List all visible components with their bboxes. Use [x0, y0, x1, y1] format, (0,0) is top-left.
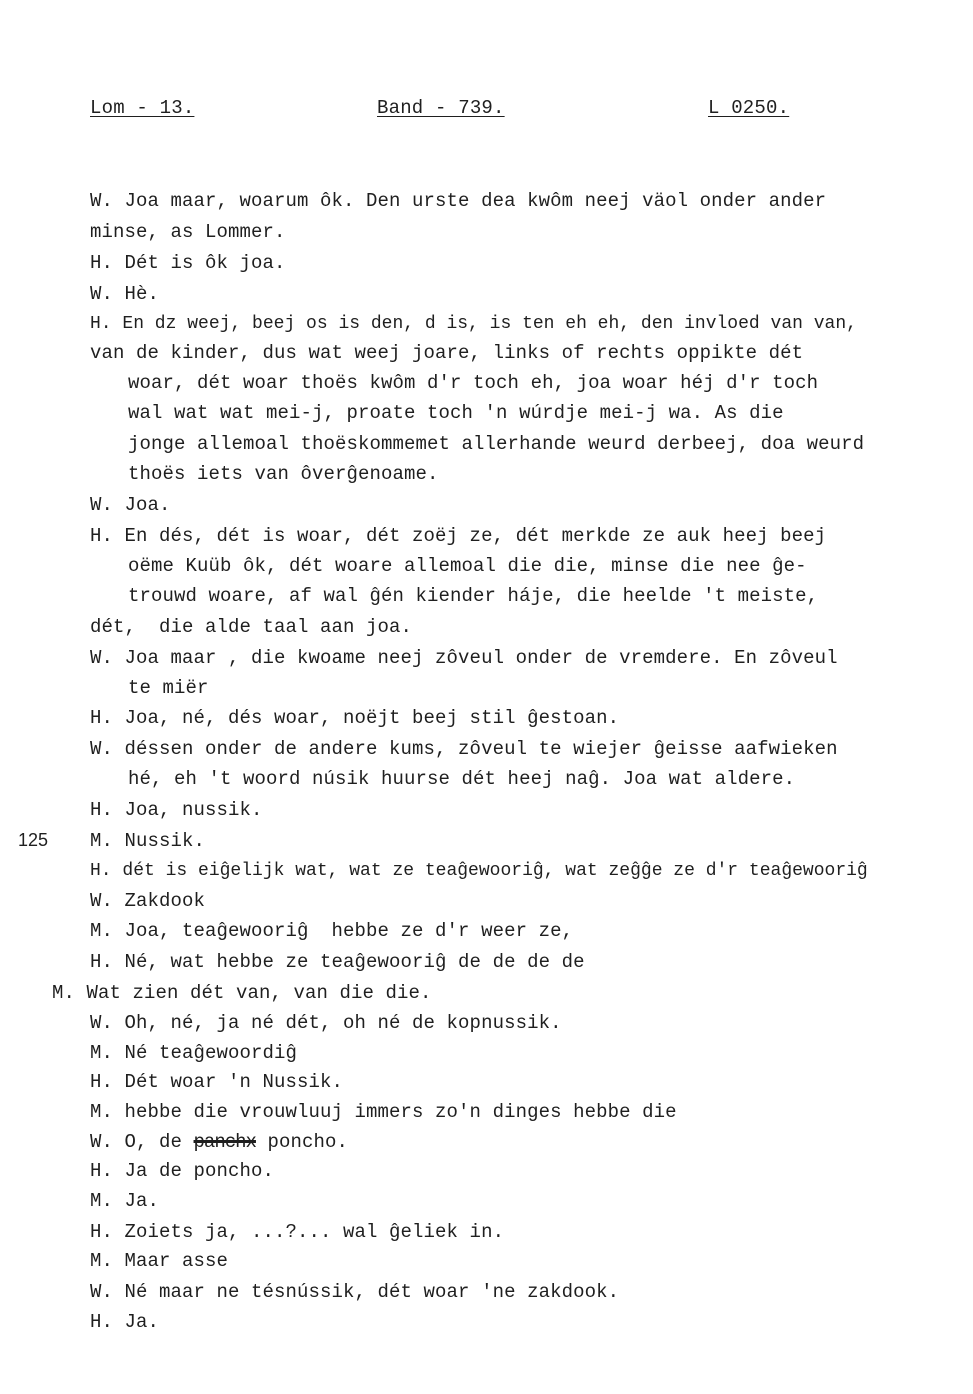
- transcript-line: H. Dét is ôk joa.: [90, 252, 286, 274]
- transcript-line: M. Joa, teaĝewooriĝ hebbe ze d'r weer ze,: [90, 920, 574, 942]
- transcript-line: thoës iets van ôverĝenoame.: [128, 463, 439, 485]
- transcript-line: W. Joa maar , die kwoame neej zôveul onder de vremdere. En zôveul: [90, 647, 838, 669]
- transcript-line: M. Ja.: [90, 1190, 160, 1212]
- transcript-line: hé, eh 't woord núsik huurse dét heej naĝ. Joa wat aldere.: [128, 768, 796, 790]
- transcript-line: H. Zoiets ja, ...?... wal ĝeliek in.: [90, 1221, 505, 1243]
- header-center: Band - 739.: [377, 97, 505, 119]
- transcript-line: H. Dét woar 'n Nussik.: [90, 1071, 344, 1093]
- transcript-line: H. Joa, né, dés woar, noëjt beej stil ĝestoan.: [90, 707, 620, 729]
- transcript-line: W. Zakdook: [90, 890, 206, 912]
- transcript-line: M. Wat zien dét van, van die die.: [52, 982, 432, 1004]
- transcript-line: M. Né teaĝewoordiĝ: [90, 1042, 298, 1064]
- transcript-line: jonge allemoal thoëskommemet allerhande weurd derbeej, doa weurd: [128, 433, 865, 455]
- line-prefix: W. O, de: [90, 1131, 194, 1153]
- struck-word: panchx: [193, 1131, 256, 1153]
- header-left: Lom - 13.: [90, 97, 195, 119]
- transcript-line: W. Hè.: [90, 283, 160, 305]
- transcript-line: H. Né, wat hebbe ze teaĝewooriĝ de de de de: [90, 951, 585, 973]
- transcript-line: dét, die alde taal aan joa.: [90, 616, 413, 638]
- transcript-line: W. Oh, né, ja né dét, oh né de kopnussik.: [90, 1012, 562, 1034]
- transcript-line: H. En dz weej, beej os is den, d is, is ten eh eh, den invloed van van,: [90, 314, 857, 334]
- header-right: L 0250.: [708, 97, 790, 119]
- transcript-line: wal wat wat mei-j, proate toch 'n wúrdje mei-j wa. As die: [128, 402, 784, 424]
- transcript-line: van de kinder, dus wat weej joare, links of rechts oppikte dét: [90, 342, 804, 364]
- transcript-line: W. Joa maar, woarum ôk. Den urste dea kwôm neej väol onder ander: [90, 190, 827, 212]
- transcript-line: W. Joa.: [90, 494, 171, 516]
- transcript-line: M. Nussik.: [90, 830, 206, 852]
- transcript-line: W. Né maar ne tésnússik, dét woar 'ne zakdook.: [90, 1281, 620, 1303]
- transcript-line: oëme Kuüb ôk, dét woare allemoal die die, minse die nee ĝe-: [128, 555, 807, 577]
- transcript-line: H. Ja.: [90, 1311, 160, 1333]
- transcript-line: M. Maar asse: [90, 1250, 229, 1272]
- transcript-line: H. Ja de poncho.: [90, 1160, 275, 1182]
- transcript-line: W. déssen onder de andere kums, zôveul te wiejer ĝeisse aafwieken: [90, 738, 838, 760]
- line-suffix: poncho.: [255, 1131, 348, 1153]
- transcript-line: trouwd woare, af wal ĝén kiender háje, die heelde 't meiste,: [128, 585, 819, 607]
- transcript-line: H. En dés, dét is woar, dét zoëj ze, dét merkde ze auk heej beej: [90, 525, 827, 547]
- transcript-line: H. dét is eiĝelijk wat, wat ze teaĝewooriĝ, wat zeĝĝe ze d'r teaĝewooriĝ: [90, 861, 868, 881]
- margin-line-number: 125: [18, 830, 49, 850]
- transcript-line: minse, as Lommer.: [90, 221, 286, 243]
- transcript-line: H. Joa, nussik.: [90, 799, 263, 821]
- transcript-line: te miër: [128, 677, 209, 699]
- transcript-line: woar, dét woar thoës kwôm d'r toch eh, joa woar héj d'r toch: [128, 372, 819, 394]
- transcript-line-struck: [90, 1131, 348, 1153]
- transcript-line: M. hebbe die vrouwluuj immers zo'n dinges hebbe die: [90, 1101, 677, 1123]
